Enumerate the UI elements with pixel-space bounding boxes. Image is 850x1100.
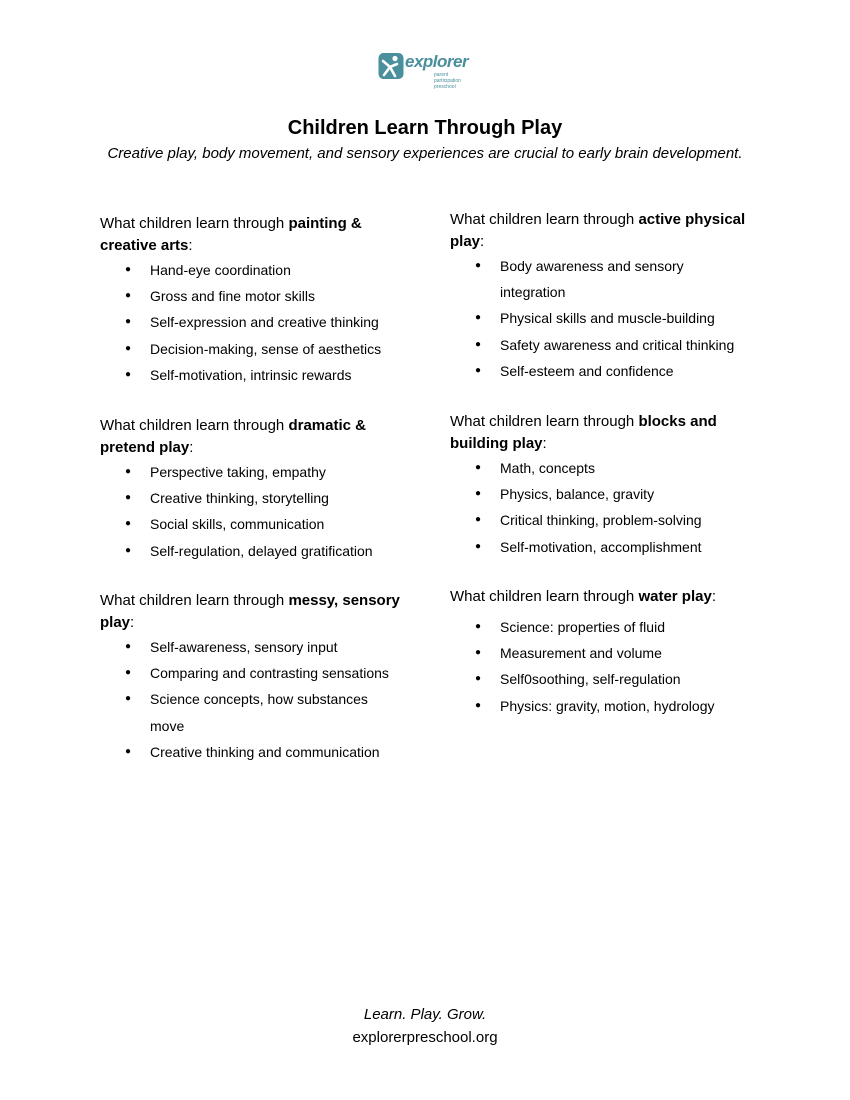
section-heading: What children learn through water play: [450,588,716,605]
list-item: ● Self-esteem and confidence [450,358,750,384]
list-item: ● Self0soothing, self-regulation [450,666,750,692]
explorer-logo [378,50,478,94]
section-list [100,459,400,564]
section-water-play [450,586,750,719]
list-item: ● Physics, balance, gravity [450,481,750,507]
section-list [450,614,750,719]
section-list [450,455,750,560]
logo-wordmark: explorer [405,52,469,71]
section-heading: What children learn through messy, sensory play: [100,592,400,631]
list-item: ● Decision-making, sense of aesthetics [100,336,400,362]
section-heading: What children learn through dramatic & pretend play: [100,417,366,456]
list-item: ● Creative thinking, storytelling [100,485,400,511]
section-topic: dramatic & pretend play [100,417,366,456]
section-list [450,253,750,384]
section-topic: blocks and building play [450,413,717,452]
list-item: ● Body awareness and sensory integration [450,253,710,305]
list-item: ● Science: properties of fluid [450,614,750,640]
section-heading: What children learn through painting & creative arts: [100,215,362,254]
section-dramatic-pretend-play [100,415,400,564]
list-item: ● Self-motivation, intrinsic rewards [100,362,400,388]
list-item: ● Social skills, communication [100,511,400,537]
section-topic: painting & creative arts [100,215,362,254]
section-heading: What children learn through blocks and building play: [450,413,717,452]
section-messy-sensory-play [100,590,400,765]
page-title: Children Learn Through Play [287,117,563,139]
list-item: ● Comparing and contrasting sensations [100,660,400,686]
section-topic: messy, sensory play [100,592,400,631]
logo-tagline-line: parent [434,72,449,78]
footer-website-link[interactable]: explorerpreschool.org [352,1029,498,1046]
list-item: ● Measurement and volume [450,640,750,666]
list-item: ● Physics: gravity, motion, hydrology [450,693,750,719]
list-item: ● Physical skills and muscle-building [450,305,750,331]
list-item: ● Science concepts, how substances move [100,686,390,738]
list-item: ● Self-awareness, sensory input [100,634,400,660]
section-topic: water play [638,588,712,605]
section-heading: What children learn through active physical play: [450,211,746,250]
list-item: ● Creative thinking and communication [100,739,400,765]
section-painting-creative-arts [100,213,400,388]
section-active-physical-play [450,209,750,384]
list-item: ● Critical thinking, problem-solving [450,507,750,533]
explorer-logo-icon [378,52,405,82]
section-list [100,634,400,765]
list-item: ● Safety awareness and critical thinking [450,332,750,358]
list-item: ● Math, concepts [450,455,750,481]
section-blocks-building-play [450,411,750,560]
list-item: ● Self-regulation, delayed gratification [100,538,400,564]
page-subtitle: Creative play, body movement, and sensory experiences are crucial to early brain development. [107,145,743,162]
footer-tagline: Learn. Play. Grow. [363,1006,487,1023]
logo-tagline-line: participation [434,78,461,84]
list-item: ● Self-expression and creative thinking [100,309,400,335]
section-list [100,257,400,388]
list-item: ● Gross and fine motor skills [100,283,400,309]
list-item: ● Self-motivation, accomplishment [450,534,750,560]
list-item: ● Hand-eye coordination [100,257,400,283]
list-item: ● Perspective taking, empathy [100,459,400,485]
section-topic: active physical play [450,211,746,250]
logo-tagline-line: preschool [434,84,456,90]
